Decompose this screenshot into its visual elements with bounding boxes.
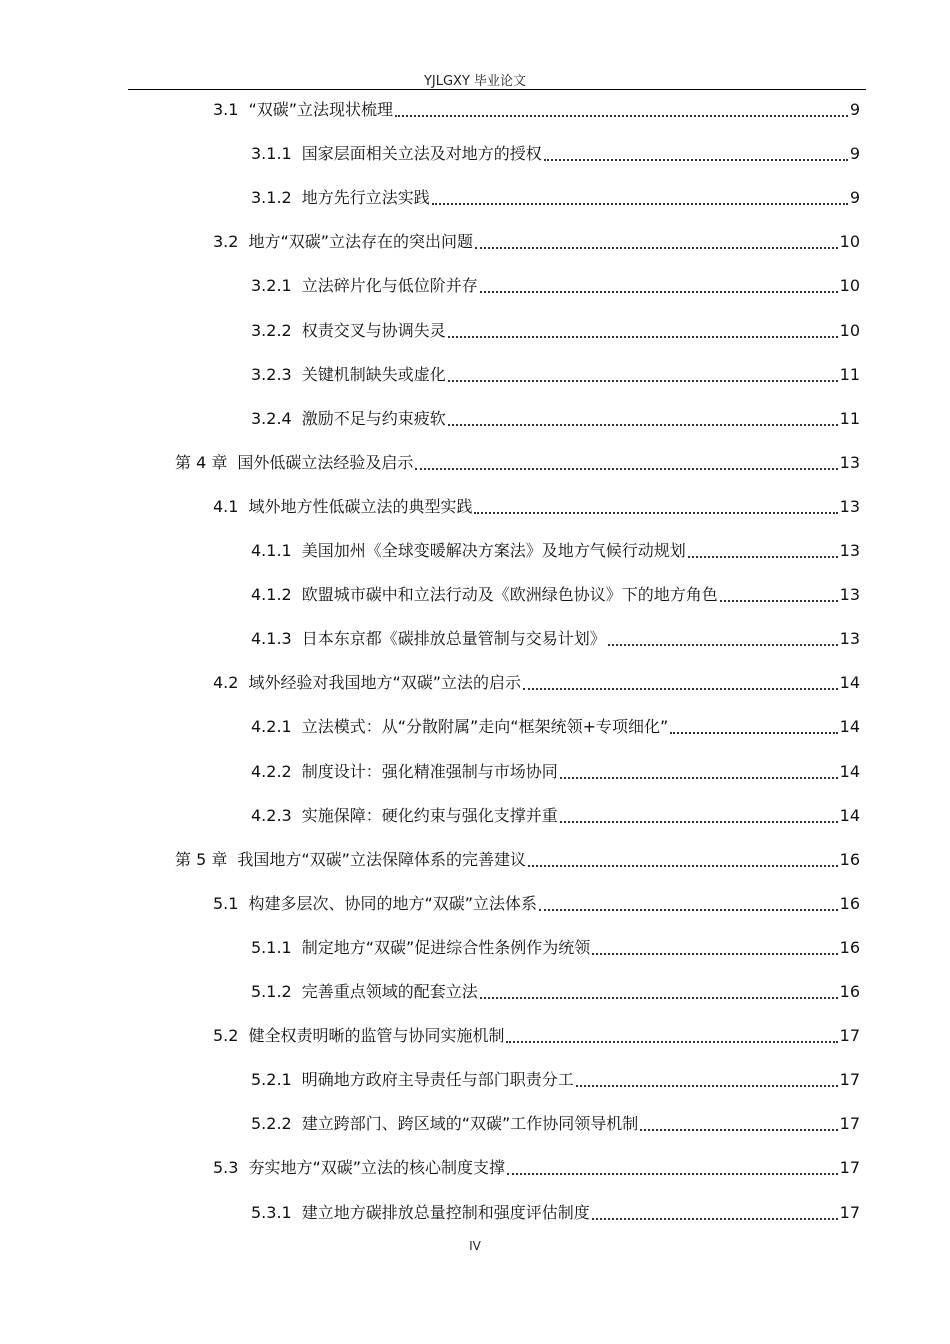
toc-entry-page: 14 xyxy=(839,762,860,781)
toc-entry-page: 13 xyxy=(839,497,860,516)
toc-entry-title: 立法碎片化与低位阶并存 xyxy=(301,276,478,295)
toc-entry-number: 3.2.1 xyxy=(251,276,292,295)
toc-dot-leader xyxy=(432,189,848,205)
toc-dot-leader xyxy=(475,233,838,249)
toc-entry-page: 16 xyxy=(839,894,860,913)
toc-entry[interactable] xyxy=(251,537,860,561)
toc-entry-page: 17 xyxy=(839,1203,860,1222)
toc-entry-title: 域外经验对我国地方“双碳”立法的启示 xyxy=(248,673,522,692)
toc-entry[interactable] xyxy=(175,846,860,870)
toc-entry-title: 我国地方“双碳”立法保障体系的完善建议 xyxy=(237,850,526,869)
toc-entry-page: 10 xyxy=(839,232,860,251)
toc-dot-leader xyxy=(608,630,838,646)
toc-entry-number: 4.2.2 xyxy=(251,762,292,781)
toc-entry[interactable] xyxy=(213,890,860,914)
toc-dot-leader xyxy=(670,718,837,734)
running-header-title: YJLGXY 毕业论文 xyxy=(423,74,527,89)
toc-dot-leader xyxy=(576,1071,838,1087)
toc-entry-number: 3.2.4 xyxy=(251,409,292,428)
toc-entry-title: 激励不足与约束疲软 xyxy=(301,409,446,428)
toc-dot-leader xyxy=(560,807,838,823)
toc-entry-title: 建立跨部门、跨区域的“双碳”工作协同领导机制 xyxy=(301,1114,639,1133)
toc-entry[interactable] xyxy=(251,361,860,385)
toc-entry-number: 5.2.1 xyxy=(251,1070,292,1089)
toc-dot-leader xyxy=(528,851,838,867)
toc-dot-leader xyxy=(640,1115,837,1131)
toc-entry-title: 欧盟城市碳中和立法行动及《欧洲绿色协议》下的地方角色 xyxy=(301,585,718,604)
toc-dot-leader xyxy=(480,983,838,999)
toc-entry[interactable] xyxy=(251,713,860,737)
toc-entry-page: 11 xyxy=(839,365,860,384)
toc-dot-leader xyxy=(480,277,838,293)
toc-entry-number: 3.2 xyxy=(213,232,239,251)
toc-entry[interactable] xyxy=(251,758,860,782)
toc-dot-leader xyxy=(448,366,838,382)
toc-entry[interactable] xyxy=(251,625,860,649)
toc-dot-leader xyxy=(523,674,838,690)
toc-entry-title: 权责交叉与协调失灵 xyxy=(301,321,446,340)
toc-entry-title: 地方先行立法实践 xyxy=(301,188,430,207)
toc-dot-leader xyxy=(448,322,838,338)
toc-entry-title: 日本东京都《碳排放总量管制与交易计划》 xyxy=(301,629,606,648)
toc-entry-number: 3.2.3 xyxy=(251,365,292,384)
toc-entry-number: 4.1 xyxy=(213,497,239,516)
toc-entry[interactable] xyxy=(213,1022,860,1046)
toc-entry-number: 4.1.2 xyxy=(251,585,292,604)
toc-entry-page: 13 xyxy=(839,541,860,560)
toc-entry-page: 13 xyxy=(839,585,860,604)
toc-entry[interactable] xyxy=(251,934,860,958)
toc-entry[interactable] xyxy=(251,184,860,208)
toc-entry-page: 9 xyxy=(849,144,860,163)
toc-entry-number: 4.2.3 xyxy=(251,806,292,825)
toc-entry-title: 健全权责明晰的监管与协同实施机制 xyxy=(248,1026,505,1045)
toc-entry-page: 14 xyxy=(839,717,860,736)
toc-entry-title: 实施保障：硬化约束与强化支撑并重 xyxy=(301,806,558,825)
toc-entry[interactable] xyxy=(251,317,860,341)
toc-entry-title: 域外地方性低碳立法的典型实践 xyxy=(248,497,473,516)
toc-entry-title: 建立地方碳排放总量控制和强度评估制度 xyxy=(301,1203,590,1222)
toc-entry-page: 17 xyxy=(839,1114,860,1133)
toc-entry-number: 3.2.2 xyxy=(251,321,292,340)
toc-dot-leader xyxy=(592,939,837,955)
toc-entry-page: 16 xyxy=(839,938,860,957)
toc-entry-number: 4.1.3 xyxy=(251,629,292,648)
toc-entry-page: 9 xyxy=(849,188,860,207)
toc-dot-leader xyxy=(474,498,837,514)
toc-entry-page: 14 xyxy=(839,806,860,825)
toc-entry-title: 国外低碳立法经验及启示 xyxy=(237,453,414,472)
toc-dot-leader xyxy=(592,1204,838,1220)
toc-entry-title: 制度设计：强化精准强制与市场协同 xyxy=(301,762,558,781)
toc-entry-page: 11 xyxy=(839,409,860,428)
toc-entry-number: 3.1 xyxy=(213,100,239,119)
toc-entry-number: 5.2 xyxy=(213,1026,239,1045)
toc-entry-number: 5.3 xyxy=(213,1158,239,1177)
toc-entry-number: 4.2.1 xyxy=(251,717,292,736)
toc-dot-leader xyxy=(415,454,837,470)
toc-entry-title: 地方“双碳”立法存在的突出问题 xyxy=(248,232,474,251)
toc-entry-page: 13 xyxy=(839,453,860,472)
toc-entry-page: 16 xyxy=(839,850,860,869)
toc-entry[interactable] xyxy=(251,802,860,826)
toc-entry-number: 3.1.1 xyxy=(251,144,292,163)
toc-dot-leader xyxy=(688,542,838,558)
toc-entry-page: 14 xyxy=(839,673,860,692)
toc-dot-leader xyxy=(507,1159,838,1175)
toc-entry[interactable] xyxy=(251,1199,860,1223)
toc-dot-leader xyxy=(395,101,848,117)
toc-entry-page: 17 xyxy=(839,1026,860,1045)
header-rule xyxy=(128,89,866,90)
toc-entry-number: 第 4 章 xyxy=(175,453,228,472)
toc-entry[interactable] xyxy=(213,96,860,120)
toc-entry-number: 第 5 章 xyxy=(175,850,228,869)
toc-entry[interactable] xyxy=(213,1154,860,1178)
page-number: IV xyxy=(469,1239,481,1253)
toc-entry-title: 制定地方“双碳”促进综合性条例作为统领 xyxy=(301,938,591,957)
toc-entry-title: 完善重点领域的配套立法 xyxy=(301,982,478,1001)
toc-dot-leader xyxy=(720,586,838,602)
toc-entry-number: 5.1.1 xyxy=(251,938,292,957)
toc-entry[interactable] xyxy=(213,493,860,517)
toc-entry-number: 5.2.2 xyxy=(251,1114,292,1133)
toc-dot-leader xyxy=(539,895,838,911)
toc-dot-leader xyxy=(448,410,838,426)
toc-entry-title: 构建多层次、协同的地方“双碳”立法体系 xyxy=(248,894,538,913)
toc-entry[interactable] xyxy=(251,978,860,1002)
toc-entry-page: 10 xyxy=(839,321,860,340)
toc-entry-title: 关键机制缺失或虚化 xyxy=(301,365,446,384)
toc-entry-page: 10 xyxy=(839,276,860,295)
toc-entry[interactable] xyxy=(213,228,860,252)
toc-entry-number: 5.1 xyxy=(213,894,239,913)
toc-entry-page: 17 xyxy=(839,1158,860,1177)
toc-entry-title: “双碳”立法现状梳理 xyxy=(248,100,394,119)
toc-entry[interactable] xyxy=(251,140,860,164)
toc-entry-title: 美国加州《全球变暖解决方案法》及地方气候行动规划 xyxy=(301,541,686,560)
toc-entry-page: 16 xyxy=(839,982,860,1001)
toc-entry-page: 17 xyxy=(839,1070,860,1089)
toc-entry-title: 明确地方政府主导责任与部门职责分工 xyxy=(301,1070,574,1089)
toc-entry-page: 9 xyxy=(849,100,860,119)
toc-entry-number: 4.1.1 xyxy=(251,541,292,560)
toc-entry[interactable] xyxy=(251,272,860,296)
toc-entry[interactable] xyxy=(251,1110,860,1134)
toc-entry-title: 夯实地方“双碳”立法的核心制度支撑 xyxy=(248,1158,506,1177)
toc-dot-leader xyxy=(544,145,848,161)
toc-entry[interactable] xyxy=(251,581,860,605)
toc-entry-title: 立法模式：从“分散附属”走向“框架统领+专项细化” xyxy=(301,717,669,736)
toc-entry-page: 13 xyxy=(839,629,860,648)
toc-entry[interactable] xyxy=(251,1066,860,1090)
toc-entry[interactable] xyxy=(213,669,860,693)
toc-entry-title: 国家层面相关立法及对地方的授权 xyxy=(301,144,542,163)
toc-dot-leader xyxy=(560,763,838,779)
toc-entry[interactable] xyxy=(175,449,860,473)
toc-entry-number: 5.1.2 xyxy=(251,982,292,1001)
toc-entry-number: 4.2 xyxy=(213,673,239,692)
toc-entry-number: 5.3.1 xyxy=(251,1203,292,1222)
toc-entry-number: 3.1.2 xyxy=(251,188,292,207)
toc-entry[interactable] xyxy=(251,405,860,429)
toc-dot-leader xyxy=(506,1027,837,1043)
